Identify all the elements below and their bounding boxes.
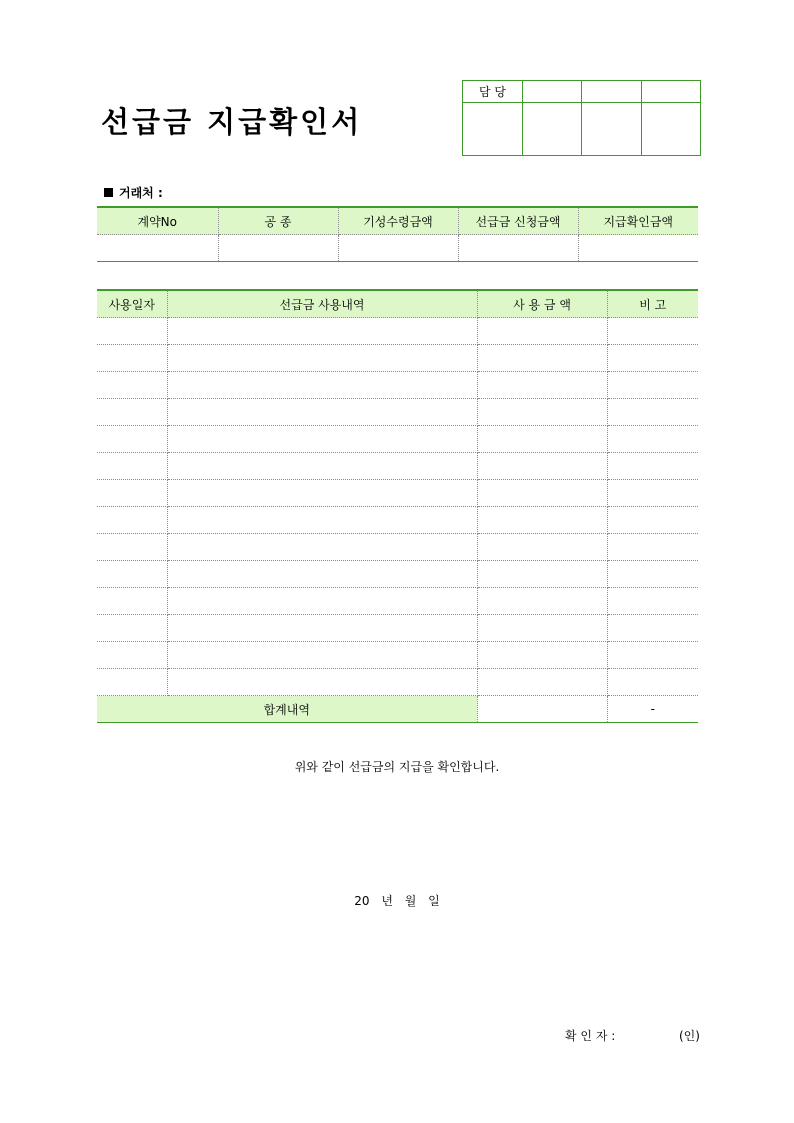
table-cell[interactable] bbox=[97, 534, 167, 561]
table-row bbox=[97, 453, 698, 480]
approval-sign-cell[interactable] bbox=[523, 103, 582, 156]
table-cell[interactable] bbox=[97, 426, 167, 453]
date-line: 20 년 월 일 bbox=[354, 894, 440, 908]
approval-cell[interactable] bbox=[642, 81, 701, 103]
table-cell[interactable] bbox=[97, 372, 167, 399]
table-cell[interactable] bbox=[477, 372, 607, 399]
table-row bbox=[97, 507, 698, 534]
table-cell[interactable] bbox=[477, 588, 607, 615]
approval-cell[interactable] bbox=[582, 81, 642, 103]
table-cell[interactable] bbox=[477, 399, 607, 426]
contract-table bbox=[97, 206, 698, 262]
table-row bbox=[97, 345, 698, 372]
approval-label: 담 당 bbox=[463, 81, 523, 103]
approval-sign-cell[interactable] bbox=[582, 103, 642, 156]
usage-table bbox=[97, 289, 698, 723]
header-requested-advance: 선급금 신청금액 bbox=[458, 207, 578, 235]
table-cell[interactable] bbox=[477, 318, 607, 345]
document-title: 선급금 지급확인서 bbox=[101, 105, 363, 139]
header-contract-no: 계약No bbox=[97, 207, 218, 235]
sum-label: 합계내역 bbox=[97, 696, 477, 723]
table-row bbox=[97, 561, 698, 588]
table-cell[interactable] bbox=[167, 318, 477, 345]
table-cell[interactable] bbox=[477, 507, 607, 534]
table-cell[interactable] bbox=[607, 480, 698, 507]
table-cell[interactable] bbox=[167, 372, 477, 399]
table-cell[interactable] bbox=[607, 561, 698, 588]
table-cell[interactable] bbox=[477, 453, 607, 480]
table-row bbox=[97, 588, 698, 615]
approval-box bbox=[462, 80, 701, 156]
header-usage-date: 사용일자 bbox=[97, 290, 167, 318]
table-cell[interactable] bbox=[97, 507, 167, 534]
table-cell[interactable] bbox=[167, 615, 477, 642]
table-cell[interactable] bbox=[218, 235, 338, 262]
table-cell[interactable] bbox=[97, 669, 167, 696]
approval-cell[interactable] bbox=[523, 81, 582, 103]
table-cell[interactable] bbox=[167, 399, 477, 426]
table-cell[interactable] bbox=[97, 318, 167, 345]
confirmer-line bbox=[565, 1027, 700, 1044]
header-usage-amount: 사 용 금 액 bbox=[477, 290, 607, 318]
table-cell[interactable] bbox=[607, 642, 698, 669]
table-row bbox=[97, 318, 698, 345]
table-cell[interactable] bbox=[97, 642, 167, 669]
table-cell[interactable] bbox=[578, 235, 698, 262]
table-cell[interactable] bbox=[477, 480, 607, 507]
table-cell[interactable] bbox=[477, 615, 607, 642]
table-row bbox=[97, 399, 698, 426]
confirmation-statement: 위와 같이 선급금의 지급을 확인합니다. bbox=[294, 760, 500, 774]
table-cell[interactable] bbox=[167, 480, 477, 507]
table-cell[interactable] bbox=[607, 372, 698, 399]
table-row bbox=[97, 235, 698, 262]
table-cell[interactable] bbox=[97, 235, 218, 262]
table-row bbox=[97, 615, 698, 642]
table-cell[interactable] bbox=[607, 507, 698, 534]
approval-sign-cell[interactable] bbox=[463, 103, 523, 156]
table-cell[interactable] bbox=[607, 588, 698, 615]
table-cell[interactable] bbox=[607, 453, 698, 480]
table-cell[interactable] bbox=[97, 345, 167, 372]
seal-mark: (인) bbox=[679, 1029, 700, 1043]
table-cell[interactable] bbox=[607, 345, 698, 372]
table-cell[interactable] bbox=[607, 399, 698, 426]
table-row bbox=[97, 480, 698, 507]
table-cell[interactable] bbox=[607, 426, 698, 453]
table-cell[interactable] bbox=[167, 669, 477, 696]
header-remarks: 비 고 bbox=[607, 290, 698, 318]
table-cell[interactable] bbox=[167, 534, 477, 561]
table-row bbox=[97, 426, 698, 453]
approval-sign-cell[interactable] bbox=[642, 103, 701, 156]
sum-amount[interactable] bbox=[477, 696, 607, 723]
header-usage-details: 선급금 사용내역 bbox=[167, 290, 477, 318]
table-cell[interactable] bbox=[477, 642, 607, 669]
table-row bbox=[97, 642, 698, 669]
vendor-label: 거래처 : bbox=[119, 186, 163, 200]
table-cell[interactable] bbox=[607, 534, 698, 561]
header-received-amount: 기성수령금액 bbox=[338, 207, 458, 235]
table-cell[interactable] bbox=[477, 426, 607, 453]
table-cell[interactable] bbox=[477, 669, 607, 696]
table-row bbox=[97, 669, 698, 696]
table-cell[interactable] bbox=[167, 561, 477, 588]
table-cell[interactable] bbox=[607, 615, 698, 642]
table-cell[interactable] bbox=[97, 453, 167, 480]
header-confirmed-amount: 지급확인금액 bbox=[578, 207, 698, 235]
table-cell[interactable] bbox=[97, 561, 167, 588]
table-row bbox=[97, 534, 698, 561]
table-cell[interactable] bbox=[167, 345, 477, 372]
table-cell[interactable] bbox=[167, 426, 477, 453]
table-cell[interactable] bbox=[97, 588, 167, 615]
table-cell[interactable] bbox=[338, 235, 458, 262]
header-work-type: 공 종 bbox=[218, 207, 338, 235]
table-cell[interactable] bbox=[167, 642, 477, 669]
vendor-line bbox=[104, 184, 163, 201]
table-cell[interactable] bbox=[97, 480, 167, 507]
table-cell[interactable] bbox=[477, 561, 607, 588]
sum-row bbox=[97, 696, 698, 723]
table-cell[interactable] bbox=[167, 588, 477, 615]
table-cell[interactable] bbox=[167, 507, 477, 534]
table-cell[interactable] bbox=[458, 235, 578, 262]
table-cell[interactable] bbox=[97, 399, 167, 426]
table-cell[interactable] bbox=[97, 615, 167, 642]
table-cell[interactable] bbox=[477, 345, 607, 372]
square-bullet-icon bbox=[104, 188, 113, 197]
sum-note: - bbox=[607, 696, 698, 723]
confirmer-label: 확 인 자 : bbox=[565, 1029, 616, 1043]
table-cell[interactable] bbox=[167, 453, 477, 480]
table-cell[interactable] bbox=[477, 534, 607, 561]
table-cell[interactable] bbox=[607, 669, 698, 696]
table-row bbox=[97, 372, 698, 399]
table-cell[interactable] bbox=[607, 318, 698, 345]
